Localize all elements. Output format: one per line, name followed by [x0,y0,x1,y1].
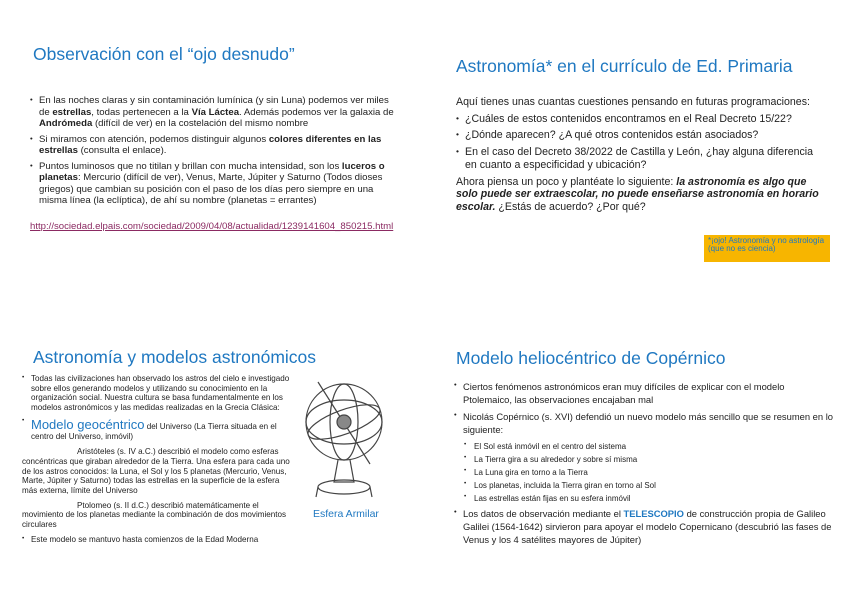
ptolemy-paragraph: Ptolomeo (s. II d.C.) describió matemáticamente el movimiento de los planetas mediante la combinación de dos movimientos circulares [22,500,287,530]
text-segment: ¿Estás de acuerdo? ¿Por qué? [495,200,646,213]
text-segment: Este modelo se mantuvo hasta comienzos de la Edad Moderna [31,534,259,544]
text-segment: Los planetas, incluida la Tierra giran en torno al Sol [474,481,656,491]
text-segment: Ahora piensa un poco y plantéate lo siguiente: [456,175,677,188]
text-segment: Modelo geocéntrico [31,416,145,432]
text-segment: luceros o planetas [39,160,385,183]
text-segment: , todas pertenecen a la [91,106,192,118]
slide1-title: Observación con el “ojo desnudo” [33,44,295,64]
bullet [22,417,290,442]
text-segment: En las noches claras y sin contaminación lumínica (y sin Luna) podemos ver miles de [39,95,389,118]
bullet [30,134,400,157]
text-segment: : Mercurio (difícil de ver), Venus, Marte, Júpiter y Saturno (Todos dioses griegos) que cambian su posición con el paso de los días pero siempre en una misma línea (la eclíptica), de ahí su nombre (planetas = errantes) [39,172,383,206]
bullet [454,507,834,546]
text-segment: La Luna gira en torno a la Tierra [474,468,588,477]
text-segment: (difícil de ver) en la costelación del mismo nombre [92,118,309,129]
text-segment: ¿Dónde aparecen? ¿A qué otros contenidos están asociados? [465,129,759,142]
sub-bullet [454,454,834,465]
text-segment: Andrómeda [39,118,93,129]
text-segment: Todas las civilizaciones han observado los astros del cielo e investigado sobre ellos generando modelos y utilizando su conocimiento en la organización social. Nuestra cultura se basa fundamentalmente en los modelos astronómicos y las medidas realizadas en la Grecia Clásica: [31,374,290,413]
sub-bullet [454,441,834,452]
text-segment: del Universo (La Tierra situada en el centro del Universo, inmóvil) [31,421,277,442]
text-segment: Vía Láctea [191,106,240,118]
text-segment: colores diferentes en las estrellas [39,133,382,156]
slide2-title: Astronomía* en el currículo de Ed. Primaria [456,56,793,76]
text-segment: estrellas [52,106,92,118]
text-segment: Las estrellas están fijas en su esfera inmóvil [474,494,631,504]
slide1-bullets [30,95,400,207]
text-segment: . Además podemos ver la galaxia de [239,106,394,118]
bullet [22,535,290,545]
closing-question [456,176,826,214]
bullet [454,410,834,436]
text-segment: En el caso del Decreto 38/2022 de Castilla y León, ¿hay alguna diferencia en cuanto a especificidad y ubicación? [465,146,814,171]
bullet [30,161,400,207]
slide3-title: Astronomía y modelos astronómicos [33,347,317,367]
elpais-link[interactable]: http://sociedad.elpais.com/sociedad/2009/04/08/actualidad/1239141604_850215.html [30,220,394,232]
text-segment: Si miramos con atención, podemos distinguir algunos [39,133,269,145]
bullet [30,95,400,130]
text-segment: la astronomía es algo que solo puede ser extraescolar, no puede enseñarse astronomía en horario escolar. [456,175,819,213]
text-segment: Ciertos fenómenos astronómicos eran muy difíciles de explicar con el modelo Ptolemaico, las observaciones encajaban mal [463,381,785,406]
bullet [456,113,826,126]
text-segment: de construcción propia de Galileo Galilei (1564-1642) sirvieron para apoyar el modelo Copernicano (descubrió las fases de Venus y los 4 satélites mayores de Júpiter) [463,507,832,545]
aristotle-paragraph: Aristóteles (s. IV a.C.) describió el modelo como esferas concéntricas que giraban alrededor de la Tierra. Una esfera para cada uno de los astros conocidos: la Luna, el Sol y los 5 planetas (Mercurio, Venus, Marte, Júpiter y Saturno) todas las estrellas en la superficie de la esfera más externa, límite del Universo [22,447,290,495]
text-segment: El Sol está inmóvil en el centro del sistema [474,441,627,451]
text-segment: ¿Cuáles de estos contenidos encontramos en el Real Decreto 15/22? [465,112,792,125]
text-segment: Nicolás Copérnico (s. XVI) defendió un nuevo modelo más sencillo que se resumen en lo siguiente: [463,411,833,436]
sub-bullet [454,467,834,478]
armillary-sphere-image [298,372,390,502]
text-segment: Los datos de observación mediante el [463,507,624,519]
text-segment: La Tierra gira a su alrededor y sobre sí misma [474,454,638,464]
astrology-note: *¡ojo! Astronomía y no astrología (que no es ciencia) [704,235,830,262]
bullet [454,380,834,406]
text-segment: Puntos luminosos que no titilan y brillan con mucha intensidad, son los [39,160,342,172]
intro: Aquí tienes unas cuantas cuestiones pensando en futuras programaciones: [456,96,810,108]
text-segment: TELESCOPIO [623,507,684,519]
sub-bullet [454,493,834,504]
armillary-caption: Esfera Armilar [313,508,379,520]
bullet [22,374,290,413]
text-segment: (consulta el enlace). [77,145,167,156]
slide4-title: Modelo heliocéntrico de Copérnico [456,348,726,368]
bullet [456,129,826,142]
bullet [456,146,826,171]
sub-bullet [454,480,834,491]
